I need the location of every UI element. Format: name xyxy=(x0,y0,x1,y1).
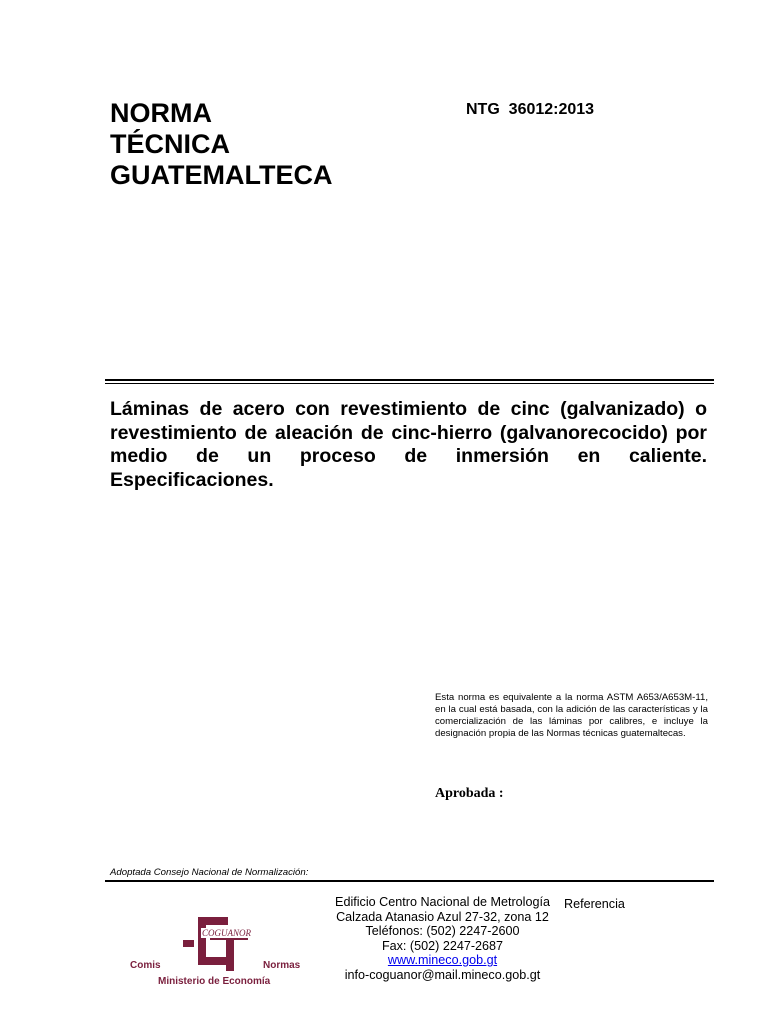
contact-block xyxy=(325,895,560,983)
ministry-name: Ministerio de Economía xyxy=(158,976,271,987)
referencia-label: Referencia xyxy=(564,897,625,911)
logo-org-right: Normas xyxy=(263,960,301,971)
contact-fax: Fax: (502) 2247-2687 xyxy=(381,938,504,953)
bottom-divider xyxy=(105,880,714,882)
top-divider-thin xyxy=(105,383,714,384)
heading-line-3: GUATEMALTECA xyxy=(110,160,333,190)
heading-line-1: NORMA xyxy=(110,98,212,128)
contact-phone: Teléfonos: (502) 2247-2600 xyxy=(365,924,520,939)
equivalence-note: Esta norma es equivalente a la norma ASTM A653/A653M-11, en la cual está basada, con la adición de las características y la comercialización de las láminas por calibres, e incluye la designación propia de las Normas técnicas guatemaltecas. xyxy=(435,692,708,739)
top-divider xyxy=(105,379,714,381)
contact-address: Calzada Atanasio Azul 27-32, zona 12 xyxy=(336,909,549,924)
coguanor-logo-text: COGUANOR xyxy=(202,928,251,938)
contact-email[interactable]: info-coguanor@mail.mineco.gob.gt xyxy=(344,967,541,982)
website-link[interactable]: www.mineco.gob.gt xyxy=(387,953,498,968)
norma-tecnica-heading xyxy=(110,98,332,191)
adoptada-label: Adoptada Consejo Nacional de Normalización: xyxy=(110,867,309,878)
logo-org-left: Comis xyxy=(130,960,161,971)
norm-code: NTG 36012:2013 xyxy=(466,101,595,118)
coguanor-mark-icon xyxy=(180,913,250,971)
aprobada-label: Aprobada : xyxy=(435,786,504,801)
heading-line-2: TÉCNICA xyxy=(110,129,230,159)
coguanor-logo xyxy=(128,905,304,990)
document-title: Láminas de acero con revestimiento de cinc (galvanizado) o revestimiento de aleación de cinc-hierro (galvanorecocido) por medio de un proceso de inmersión en caliente. Especificaciones. xyxy=(110,398,707,491)
contact-building: Edificio Centro Nacional de Metrología xyxy=(335,895,550,909)
